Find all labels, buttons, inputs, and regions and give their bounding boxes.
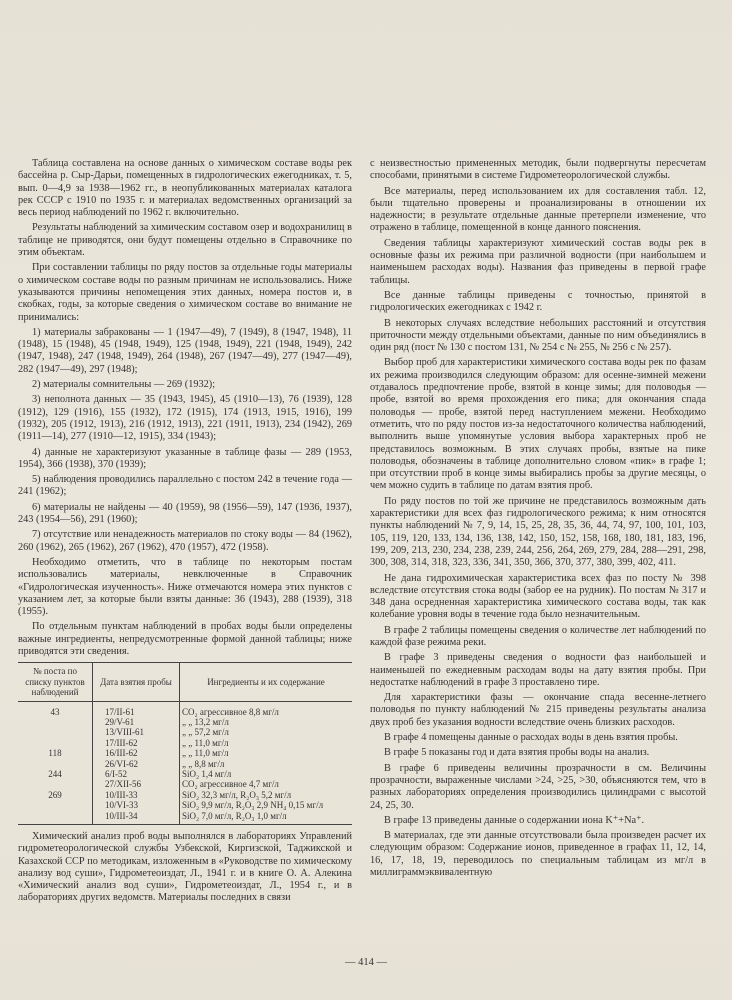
right-column	[370, 158, 706, 882]
table-row	[18, 748, 352, 758]
date-cell: 13/VIII-61	[93, 727, 180, 737]
post-cell: 118	[48, 748, 62, 759]
paragraph: В графе 3 приведены сведения о водности фаз наибольшей и наименьшей по ежедневным расходам воды на дату взятия пробы. При недостатке наблюдений в графе 3 проставлено тире.	[370, 652, 706, 688]
header-post: № поста по списку пунктов наблюдений	[18, 663, 93, 701]
paragraph: Все материалы, перед использованием их для составления табл. 12, были тщательно проверены и проанализированы в отношении их надежности; в результате отдельные данные претерпели изменение, что отражено в таблице, помещенной в конце данного пояснения.	[370, 185, 706, 234]
date-cell: 27/XII-56	[93, 779, 180, 789]
table-row	[18, 738, 352, 748]
list-item: 6) материалы не найдены — 40 (1959), 98 (1956—59), 147 (1936, 1937), 243 (1954—56), 291 (1960);	[18, 501, 352, 526]
paragraph: Химический анализ проб воды выполнялся в лабораториях Управлений гидрометеорологической службы Узбекской, Киргизской, Таджикской и Казахской ССР по методикам, изложенным в «Руководстве по химическому анализу вод суши», Гидрометеоиздат, Л., 1941 г. и в книге О. А. Алекина «Химический анализ вод суши», Гидрометеоиздат, Л., 1954 г., и в лабораториях других ведомств. Материалы последних в связи	[18, 830, 352, 904]
ingredient-cell: „ „ 13,2 мг/л	[180, 717, 353, 727]
paragraph: В некоторых случаях вследствие небольших расстояний и отсутствия приточности между отдельными объектами, данные по ним объединялись в один ряд (пост № 130 с постом 131, № 254 с № 255, № 256 с № 257).	[370, 317, 706, 354]
ingredient-cell: SiO₂ 9,9 мг/л, R₂O₃ 2,9 NH₄ 0,15 мг/л	[180, 800, 353, 810]
ingredient-cell: „ „ 8,8 мг/л	[180, 759, 353, 769]
table-row	[18, 769, 352, 779]
list-item: 2) материалы сомнительны — 269 (1932);	[32, 379, 216, 391]
paragraph: с неизвестностью примененных методик, были подвергнуты пересчетам способами, принятыми в системе Гидрометеорологической службы.	[370, 158, 706, 182]
post-cell	[18, 800, 93, 810]
header-date: Дата взятия пробы	[93, 663, 180, 701]
paragraph: По отдельным пунктам наблюдений в пробах воды были определены важные ингредиенты, непредусмотренные формой данной таблицы; ниже приводятся эти сведения.	[18, 621, 352, 657]
page-number: — 414 —	[345, 957, 387, 968]
date-cell: 17/II-61	[93, 701, 180, 717]
table-row	[18, 701, 352, 717]
table-row	[18, 759, 352, 769]
date-cell: 17/III-62	[93, 738, 180, 748]
post-cell	[18, 811, 93, 825]
list-item: 4) данные не характеризуют указанные в таблице фазы — 289 (1953, 1954), 366 (1938), 370 (1939);	[18, 446, 352, 470]
table-row	[18, 717, 352, 727]
header-ingredients: Ингредиенты и их содержание	[180, 663, 353, 701]
left-column	[18, 158, 352, 908]
table-row	[18, 727, 352, 737]
post-cell	[18, 717, 93, 727]
paragraph: В графе 13 приведены данные о содержании иона K⁺+Na⁺.	[384, 814, 645, 826]
table-row	[18, 800, 352, 810]
list-item: 7) отсутствие или ненадежность материалов по стоку воды — 84 (1962), 260 (1962), 265 (1962), 267 (1962), 470 (1957), 472 (1958).	[18, 529, 352, 553]
ingredient-cell: SiO₂ 32,3 мг/л, R₂O₃ 5,2 мг/л	[180, 790, 353, 800]
date-cell: 10/VI-33	[93, 800, 180, 810]
paragraph: В графе 4 помещены данные о расходах воды в день взятия пробы.	[384, 732, 678, 744]
list-item: 5) наблюдения проводились параллельно с постом 242 в течение года — 241 (1962);	[18, 474, 352, 498]
post-cell	[18, 759, 93, 769]
table-row	[18, 811, 352, 825]
paragraph: Не дана гидрохимическая характеристика всех фаз по посту № 398 вследствие отсутствия стока воды (забор ее на рудник). По постам № 317 и 348 дана осредненная характеристика химического состава воды, так как колебание уровня воды в течение года было незначительным.	[370, 572, 706, 621]
paragraph: Результаты наблюдений за химическим составом озер и водохранилищ в таблице не приводятся, они будут помещены отдельно в Справочнике по этим объектам.	[18, 222, 352, 259]
ingredient-cell: CO₂ агрессивное 4,7 мг/л	[180, 779, 353, 789]
paragraph: В графе 2 таблицы помещены сведения о количестве лет наблюдений по каждой фазе режима реки.	[370, 624, 706, 648]
post-cell	[18, 779, 93, 789]
ingredient-cell: „ „ 57,2 мг/л	[180, 727, 353, 737]
post-cell: 43	[50, 706, 60, 717]
table-row	[18, 779, 352, 789]
ingredient-cell: SiO₂ 7,0 мг/л, R₂O₃ 1,0 мг/л	[180, 811, 353, 825]
date-cell: 10/III-34	[93, 811, 180, 825]
table-body	[18, 701, 352, 824]
table-row	[18, 790, 352, 800]
post-cell: 244	[48, 768, 62, 779]
date-cell: 6/I-52	[93, 769, 180, 779]
paragraph: В графе 5 показаны год и дата взятия пробы воды на анализ.	[384, 747, 650, 759]
date-cell: 29/V-61	[93, 717, 180, 727]
post-cell: 269	[48, 789, 62, 800]
list-item: 3) неполнота данных — 35 (1943, 1945), 45 (1910—13), 76 (1939), 128 (1912), 129 (1916), 155 (1932), 172 (1915), 174 (1913, 1915, 1916), 199 (1932), 205 (1912, 1913), 216 (1912, 1913), 221 (1911, 1913), 234 (1942), 269 (1911—14), 277 (1910—12, 1915), 334 (1943);	[18, 394, 352, 443]
paragraph: В материалах, где эти данные отсутствовали была произведен расчет их следующим образом: Содержание ионов, приведенное в графах 11, 12, 14, 16, 17, 18, 19, переводилось по специальным таблицам из мг/л в миллиграммэквивалентную	[370, 830, 706, 879]
paragraph: В графе 6 приведены величины прозрачности в см. Величины прозрачности, выраженные числами >24, >25, >30, объясняются тем, что в разных лабораториях определения производились цилиндрами с высотой 24, 25, 30.	[370, 762, 706, 811]
table-header-row	[18, 663, 352, 701]
ingredient-cell: „ „ 11,0 мг/л	[180, 738, 353, 748]
list-item: 1) материалы забракованы — 1 (1947—49), 7 (1949), 8 (1947, 1948), 11 (1948), 15 (1948), 45 (1948, 1949), 125 (1948, 1949), 221 (1948, 1949), 242 (1947, 1948), 247 (1948, 1949), 264 (1948), 267 (1947—49), 277 (1947—49), 282 (1947—49), 297 (1948);	[18, 326, 352, 375]
ingredients-table	[18, 662, 352, 825]
ingredient-cell: CO₂ агрессивное 8,8 мг/л	[180, 701, 353, 717]
date-cell: 16/III-62	[93, 748, 180, 758]
paragraph: Сведения таблицы характеризуют химический состав воды рек в основные фазы их режима при различной водности (при наибольшем и наименьшем расходах воды). Названия фаз приведены в первой графе таблицы.	[370, 237, 706, 286]
paragraph: Необходимо отметить, что в таблице по некоторым постам использовались материалы, невключенные в Справочник «Гидрологическая изученность». Ниже отмечаются номера этих пунктов с указанием лет, за которые были взяты данные: 36 (1943), 288 (1939), 318 (1955).	[18, 556, 352, 618]
date-cell: 26/VI-62	[93, 759, 180, 769]
paragraph: Для характеристики фазы — окончание спада весенне-летнего половодья по пункту наблюдений № 215 приведены результаты анализа двух проб без указания водности вследствие очень близких расходов.	[370, 692, 706, 728]
post-cell	[18, 738, 93, 748]
paragraph: Таблица составлена на основе данных о химическом составе воды рек бассейна р. Сыр-Дарьи, помещенных в гидрологических ежегодниках, т. 5, вып. 0—4,9 за 1938—1962 гг., в неопубликованных материалах каталога рек СССР с 1910 по 1935 г. и материалах ведомственных организаций за весь период наблюдений по 1962 г. включительно.	[18, 158, 352, 219]
post-cell	[18, 727, 93, 737]
paragraph: Выбор проб для характеристики химического состава воды рек по фазам их режима производился следующим образом: для осенне-зимней межени отдавалось предпочтение пробе, взятой в конце зимы; для половодья — пробе, взятой во время прохождения его пика; для окончания спада половодья — пробе, взятой перед наступлением межени. Необходимо отметить, что по ряду постов из-за недостаточного количества наблюдений, выполнить выше упомянутые условия выбора характерных проб не представилось возможным. В этих случаях пробы, взятые на пике половодья, обозначены в таблице дополнительно словом «пик» в графе 1; при отсутствии проб в конце зимы выбирались пробы за другие месяцы, о чем можно судить в таблице по датам взятия проб.	[370, 357, 706, 492]
date-cell: 10/III-33	[93, 790, 180, 800]
ingredient-cell: SiO₂ 1,4 мг/л	[180, 769, 353, 779]
ingredient-cell: „ „ 11,0 мг/л	[180, 748, 353, 758]
paragraph: По ряду постов по той же причине не представилось возможным дать характеристики для всех фаз гидрологического режима; к ним относятся пункты наблюдений № 7, 9, 14, 15, 25, 28, 35, 36, 44, 74, 97, 100, 101, 103, 105, 119, 120, 133, 134, 136, 138, 142, 150, 152, 158, 168, 180, 181, 183, 196, 199, 209, 213, 230, 234, 238, 239, 244, 256, 264, 269, 279, 284, 288—291, 298, 300, 308, 314, 318, 323, 336, 341, 350, 366, 370, 377, 380, 399, 402, 411.	[370, 495, 706, 569]
paragraph: При составлении таблицы по ряду постов за отдельные годы материалы о химическом составе воды по разным причинам не использовались. Ниже указываются причины непомещения этих данных, номера постов и, в скобках, годы, за которые сведения о химическом составе во внимание не принимались:	[18, 262, 352, 323]
paragraph: Все данные таблицы приведены с точностью, принятой в гидрологических ежегодниках с 1942 г.	[370, 289, 706, 314]
